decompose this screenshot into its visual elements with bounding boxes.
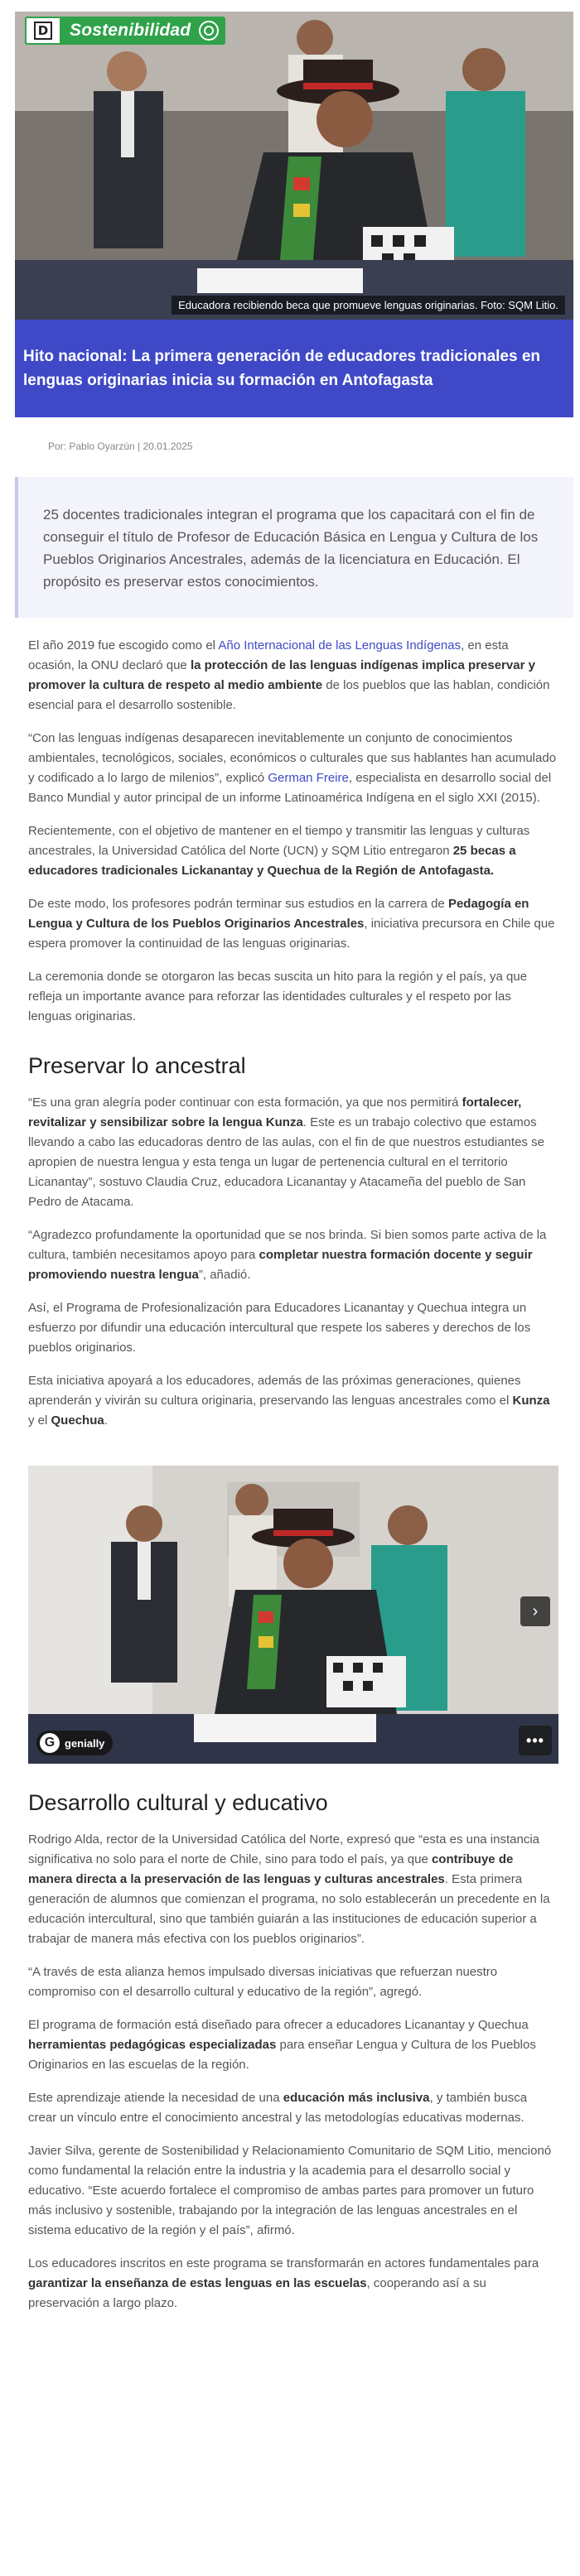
link-international-year[interactable]: Año Internacional de las Lenguas Indígenas — [218, 638, 462, 652]
paragraph: Rodrigo Alda, rector de la Universidad Católica del Norte, expresó que “esta es una instancia significativa no solo para el norte de Chile, sino para todo el país, ya que contribuye de manera directa a la preservación de las lenguas y culturas ancestrales. Esta primera generación de alumnos que comienzan el programa, no solo establecerán un precedente en la educación intercultural, sino que también guiarán a las instituciones de educación superior a trabajar de manera más efectiva con los pueblos originarios”. — [28, 1832, 550, 1946]
genially-label: genially — [65, 1736, 105, 1750]
sustainability-icon — [199, 21, 219, 41]
article-body — [28, 636, 557, 2314]
lead-text: 25 docentes tradicionales integran el programa que los capacitará con el fin de conseguir el título de Profesor de Educación Básica en Lengua y Cultura de los Pueblos Originarios Ancestrales, además de la licenciatura en Educación. El propósito es preservar estos conocimientos. — [43, 507, 539, 590]
chevron-right-icon[interactable]: › — [520, 1596, 550, 1626]
headline-box — [15, 320, 573, 417]
site-logo-icon: D — [25, 17, 61, 45]
photo-caption: Educadora recibiendo beca que promueve lenguas originarias. Foto: SQM Litio. — [172, 296, 565, 315]
paragraph: Esta iniciativa apoyará a los educadores, además de las próximas generaciones, quienes aprenderán y vivirán su cultura originaria, preservando las lenguas ancestrales como el Kunza y el Quechua. — [28, 1374, 550, 1428]
section-label: Sostenibilidad — [70, 21, 191, 40]
section-heading: Desarrollo cultural y educativo — [28, 1790, 328, 1815]
paragraph: La ceremonia donde se otorgaron las becas suscita un hito para la región y el país, ya que refleja un importante avance para reforzar las identidades culturales y el respeto por las lenguas originarias. — [28, 970, 528, 1023]
genially-badge[interactable] — [36, 1731, 113, 1755]
genially-logo-icon: G — [40, 1733, 60, 1753]
paragraph: Los educadores inscritos en este programa se transformarán en actores fundamentales para garantizar la enseñanza de estas lenguas en las escuelas, cooperando así a su preservación a largo plazo. — [28, 2256, 539, 2310]
byline: Por: Pablo Oyarzún | 20.01.2025 — [48, 441, 193, 452]
paragraph: “A través de esta alianza hemos impulsado diversas iniciativas que refuerzan nuestro compromiso con el desarrollo cultural y educativo de la región”, agregó. — [28, 1965, 498, 1999]
paragraph: “Es una gran alegría poder continuar con esta formación, ya que nos permitirá fortalecer, revitalizar y sensibilizar sobre la lengua Kunza. Este es un trabajo colectivo que estamos llevando a cabo las educadoras dentro de las aulas, con el fin de que nuestros estudiantes se apropien de nuestra lengua y esta tenga un lugar de pertenencia cultural en el territorio Licanantay”, sostuvo Claudia Cruz, educadora Licanantay y Atacameña del pueblo de San Pedro de Atacama. — [28, 1095, 544, 1209]
paragraph: “Agradezco profundamente la oportunidad que se nos brinda. Si bien somos parte activa de la cultura, también necesitamos apoyo para completar nuestra formación docente y seguir promoviendo nuestra lengua”, añadió. — [28, 1228, 547, 1282]
more-dots-icon[interactable]: ••• — [519, 1726, 552, 1755]
article-page — [0, 12, 580, 2314]
link-german-freire[interactable]: German Freire — [268, 771, 349, 785]
genially-embed[interactable] — [28, 1466, 558, 1764]
hero-photo — [15, 12, 573, 320]
lead-summary — [15, 477, 573, 618]
section-badge[interactable] — [25, 17, 225, 45]
embed-photo — [28, 1466, 558, 1764]
paragraph: “Con las lenguas indígenas desaparecen inevitablemente un conjunto de conocimientos ambientales, tecnológicos, sociales, económicos o culturales que sus hablantes han acumulado y codificado a lo largo de milenios”, explicó German Freire, especialista en desarrollo social del Banco Mundial y autor principal de un informe Latinoamérica Indígena en el siglo XXI (2015). — [28, 731, 557, 805]
paragraph: Este aprendizaje atiende la necesidad de una educación más inclusiva, y también busca crear un vínculo entre el conocimiento ancestral y las metodologías educativas modernas. — [28, 2091, 528, 2125]
section-heading: Preservar lo ancestral — [28, 1053, 246, 1078]
paragraph: El programa de formación está diseñado para ofrecer a educadores Licanantay y Quechua herramientas pedagógicas especializadas para enseñar Lengua y Cultura de los Pueblos Originarios en las escuelas de la región. — [28, 2018, 536, 2072]
paragraph: Así, el Programa de Profesionalización para Educadores Licanantay y Quechua integra un esfuerzo por difundir una educación intercultural que respete los saberes y derechos de los pueblos originarios. — [28, 1301, 531, 1355]
paragraph: Javier Silva, gerente de Sostenibilidad y Relacionamiento Comunitario de SQM Litio, mencionó como fundamental la relación entre la industria y la academia para el desarrollo social y educativo. “Este acuerdo fortalece el compromiso de ambas partes para promover un futuro más inclusivo y sostenible, trabajando por la integración de las lenguas ancestrales en el sistema educativo de la región y el país”, afirmó. — [28, 2144, 552, 2237]
paragraph: El año 2019 fue escogido como el Año Internacional de las Lenguas Indígenas, en esta ocasión, la ONU declaró que la protección de las lenguas indígenas implica preservar y promover la cultura de respeto al medio ambiente de los pueblos que las hablan, condición esencial para el desarrollo sostenible. — [28, 638, 550, 712]
hero-image — [15, 12, 573, 320]
paragraph: Recientemente, con el objetivo de mantener en el tiempo y transmitir las lenguas y culturas ancestrales, la Universidad Católica del Norte (UCN) y SQM Litio entregaron 25 becas a educadores tradicionales Lickanantay y Quechua de la Región de Antofagasta. — [28, 824, 530, 878]
article-headline: Hito nacional: La primera generación de educadores tradicionales en lenguas originarias inicia su formación en Antofagasta — [23, 348, 541, 389]
paragraph: De este modo, los profesores podrán terminar sus estudios en la carrera de Pedagogía en Lengua y Cultura de los Pueblos Originarios Ancestrales, iniciativa precursora en Chile que espera promover la continuidad de las lenguas originarias. — [28, 897, 555, 951]
